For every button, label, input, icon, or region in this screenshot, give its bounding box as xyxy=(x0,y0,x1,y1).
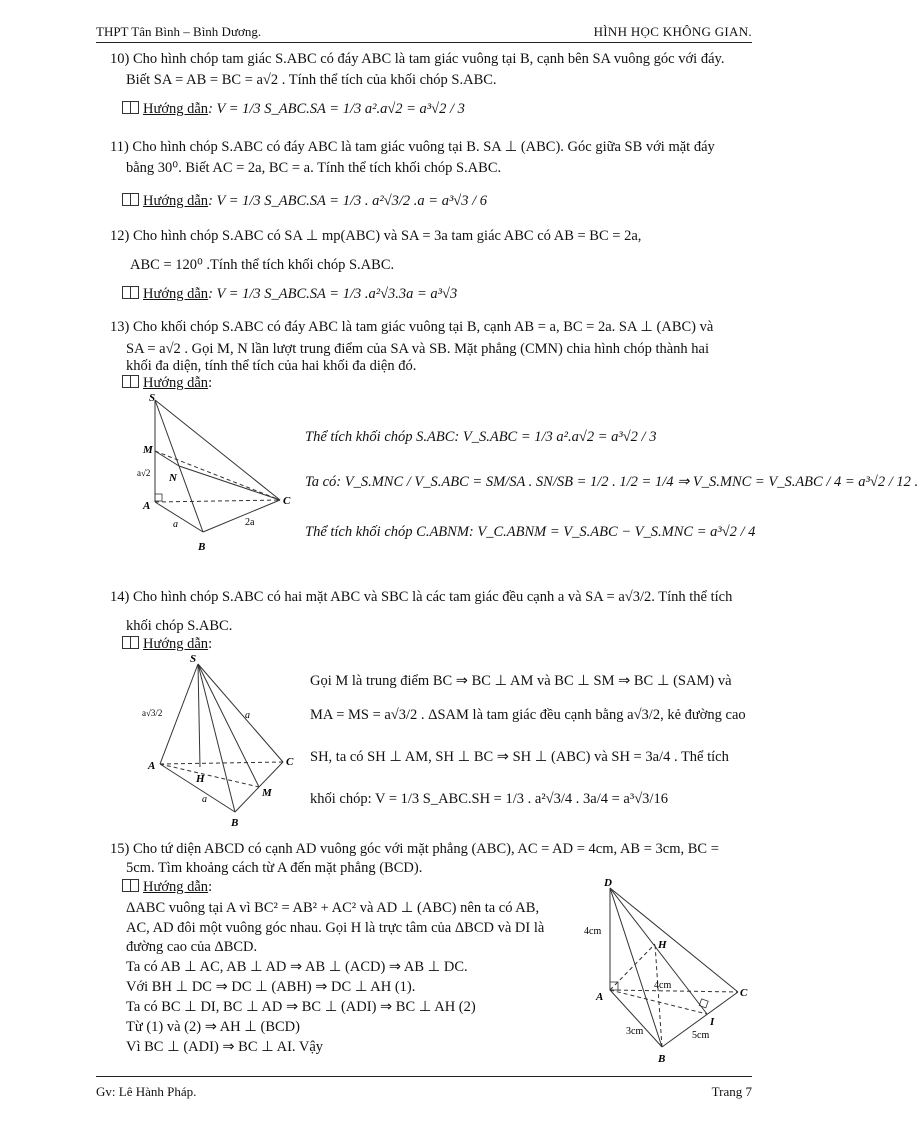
p13-sol-1: Thể tích khối chóp S.ABC: V_S.ABC = 1/3 a².a√2 = a³√2 / 3 xyxy=(305,429,657,445)
guide-label: Hướng dẫn xyxy=(143,101,209,117)
p15-sol-3: đường cao của ΔBCD. xyxy=(126,939,258,955)
fig14-label-m: M xyxy=(262,787,272,799)
p14-sol-3: SH, ta có SH ⊥ AM, SH ⊥ BC ⇒ SH ⊥ (ABC) và SH = 3a/4 . Thể tích xyxy=(310,749,729,765)
guide-label: Hướng dẫn xyxy=(143,375,209,391)
header-rule xyxy=(96,42,752,43)
p11-formula: : V = 1/3 S_ABC.SA = 1/3 . a²√3/2 .a = a³√3 / 6 xyxy=(208,193,488,209)
p13-sol-3: Thể tích khối chóp C.ABNM: V_C.ABNM = V_S.ABC − V_S.MNC = a³√2 / 4 xyxy=(305,524,756,540)
p10-line2: Biết SA = AB = BC = a√2 . Tính thể tích của khối chóp S.ABC. xyxy=(126,72,497,88)
fig14-edge-sc: a xyxy=(245,710,250,721)
p11-line1: 11) Cho hình chóp S.ABC có đáy ABC là tam giác vuông tại B. SA ⊥ (ABC). Góc giữa SB với mặt đáy xyxy=(110,139,715,155)
p15-sol-4: Ta có AB ⊥ AC, AB ⊥ AD ⇒ AB ⊥ (ACD) ⇒ AB ⊥ DC. xyxy=(126,959,468,975)
fig13-edge-ab: a xyxy=(173,519,178,530)
fig15-edge-ac: 4cm xyxy=(654,980,672,991)
p14-line1: 14) Cho hình chóp S.ABC có hai mặt ABC và SBC là các tam giác đều cạnh a và SA = a√3/2. Tính thể tích xyxy=(110,589,733,605)
fig15-label-i: I xyxy=(710,1016,715,1028)
guide-label: Hướng dẫn xyxy=(143,286,209,302)
fig13-label-m: M xyxy=(143,444,153,456)
fig13-edge-sa: a√2 xyxy=(137,468,151,478)
p10-solution xyxy=(122,100,465,119)
p15-sol-6: Ta có BC ⊥ DI, BC ⊥ AD ⇒ BC ⊥ (ADI) ⇒ BC ⊥ AH (2) xyxy=(126,999,476,1015)
p15-sol-1: ΔABC vuông tại A vì BC² = AB² + AC² và AD ⊥ (ABC) nên ta có AB, xyxy=(126,900,540,916)
p15-figure xyxy=(580,872,758,1067)
p13-figure xyxy=(135,392,300,554)
book-icon xyxy=(122,286,139,299)
p14-guide: Hướng dẫn: xyxy=(122,635,212,654)
fig14-label-h: H xyxy=(196,773,205,785)
p13-guide: Hướng dẫn: xyxy=(122,374,212,393)
page-header xyxy=(96,22,752,40)
p12-formula: : V = 1/3 S_ABC.SA = 1/3 .a²√3.3a = a³√3 xyxy=(208,286,458,302)
book-icon xyxy=(122,636,139,649)
p14-figure xyxy=(140,652,300,832)
p15-sol-2: AC, AD đôi một vuông góc nhau. Gọi H là trực tâm của ΔBCD và DI là xyxy=(126,920,545,936)
p14-line2: khối chóp S.ABC. xyxy=(126,618,233,634)
fig13-label-b: B xyxy=(198,541,206,553)
p15-line1: 15) Cho tứ diện ABCD có cạnh AD vuông góc với mặt phẳng (ABC), AC = AD = 4cm, AB = 3cm, BC = xyxy=(110,841,719,857)
p13-sol-2: Ta có: V_S.MNC / V_S.ABC = SM/SA . SN/SB = 1/2 . 1/2 = 1/4 ⇒ V_S.MNC = V_S.ABC / 4 = a³√2 / 12 . xyxy=(305,474,918,490)
p15-guide: Hướng dẫn: xyxy=(122,878,212,897)
fig13-label-n: N xyxy=(169,472,177,484)
fig14-edge-ab: a xyxy=(202,794,207,805)
p11-solution xyxy=(122,192,487,211)
p10-formula: : V = 1/3 S_ABC.SA = 1/3 a².a√2 = a³√2 / 3 xyxy=(208,101,465,117)
fig15-label-h: H xyxy=(658,939,667,951)
p12-line2: ABC = 120⁰ .Tính thể tích khối chóp S.ABC. xyxy=(130,257,395,273)
fig15-label-a: A xyxy=(596,991,604,1003)
p13-line3: khối đa diện, tính thể tích của hai khối đa diện đó. xyxy=(126,358,417,374)
guide-label: Hướng dẫn xyxy=(143,193,209,209)
p13-line1: 13) Cho khối chóp S.ABC có đáy ABC là tam giác vuông tại B, cạnh AB = a, BC = 2a. SA ⊥ (ABC) và xyxy=(110,319,714,335)
fig15-edge-ad: 4cm xyxy=(584,926,602,937)
book-icon xyxy=(122,101,139,114)
fig15-edge-bc: 5cm xyxy=(692,1030,710,1041)
p15-sol-7: Từ (1) và (2) ⇒ AH ⊥ (BCD) xyxy=(126,1019,300,1035)
p14-sol-2: MA = MS = a√3/2 . ΔSAM là tam giác đều cạnh bằng a√3/2, kẻ đường cao xyxy=(310,707,746,723)
p14-sol-4: khối chóp: V = 1/3 S_ABC.SH = 1/3 . a²√3/4 . 3a/4 = a³√3/16 xyxy=(310,791,668,807)
fig14-label-c: C xyxy=(286,756,294,768)
fig15-label-b: B xyxy=(658,1053,666,1065)
fig14-label-a: A xyxy=(148,760,156,772)
fig13-label-s: S xyxy=(149,392,156,404)
p12-line1: 12) Cho hình chóp S.ABC có SA ⊥ mp(ABC) và SA = 3a tam giác ABC có AB = BC = 2a, xyxy=(110,228,642,244)
fig13-edge-bc: 2a xyxy=(245,517,255,528)
book-icon xyxy=(122,879,139,892)
fig14-edge-sa: a√3/2 xyxy=(142,708,163,718)
fig15-edge-ab: 3cm xyxy=(626,1026,644,1037)
p11-line2: bằng 30⁰. Biết AC = 2a, BC = a. Tính thể tích khối chóp S.ABC. xyxy=(126,160,502,176)
fig14-label-b: B xyxy=(231,817,239,829)
p15-sol-8: Vì BC ⊥ (ADI) ⇒ BC ⊥ AI. Vậy xyxy=(126,1039,324,1055)
book-icon xyxy=(122,375,139,388)
p14-sol-1: Gọi M là trung điểm BC ⇒ BC ⊥ AM và BC ⊥ SM ⇒ BC ⊥ (SAM) và xyxy=(310,673,732,689)
p15-sol-5: Với BH ⊥ DC ⇒ DC ⊥ (ABH) ⇒ DC ⊥ AH (1). xyxy=(126,979,416,995)
footer-rule xyxy=(96,1076,752,1077)
guide-label: Hướng dẫn xyxy=(143,636,209,652)
footer-page: Trang 7 xyxy=(711,1084,752,1099)
fig14-label-s: S xyxy=(190,653,197,665)
p15-line2: 5cm. Tìm khoảng cách từ A đến mặt phẳng (BCD). xyxy=(126,860,423,876)
fig15-label-c: C xyxy=(740,987,748,999)
header-school: THPT Tân Bình – Bình Dương. xyxy=(96,24,262,39)
header-topic: HÌNH HỌC KHÔNG GIAN. xyxy=(593,24,752,39)
guide-label: Hướng dẫn xyxy=(143,879,209,895)
p10-line1: 10) Cho hình chóp tam giác S.ABC có đáy ABC là tam giác vuông tại B, cạnh bên SA vuông góc với đáy. xyxy=(110,51,725,67)
p12-solution xyxy=(122,285,457,304)
book-icon xyxy=(122,193,139,206)
fig13-label-c: C xyxy=(283,495,291,507)
footer-teacher: Gv: Lê Hành Pháp. xyxy=(96,1084,197,1099)
p13-line2: SA = a√2 . Gọi M, N lần lượt trung điểm của SA và SB. Mặt phẳng (CMN) chia hình chóp thành hai xyxy=(126,341,710,357)
fig13-label-a: A xyxy=(143,500,151,512)
fig15-label-d: D xyxy=(604,877,612,889)
